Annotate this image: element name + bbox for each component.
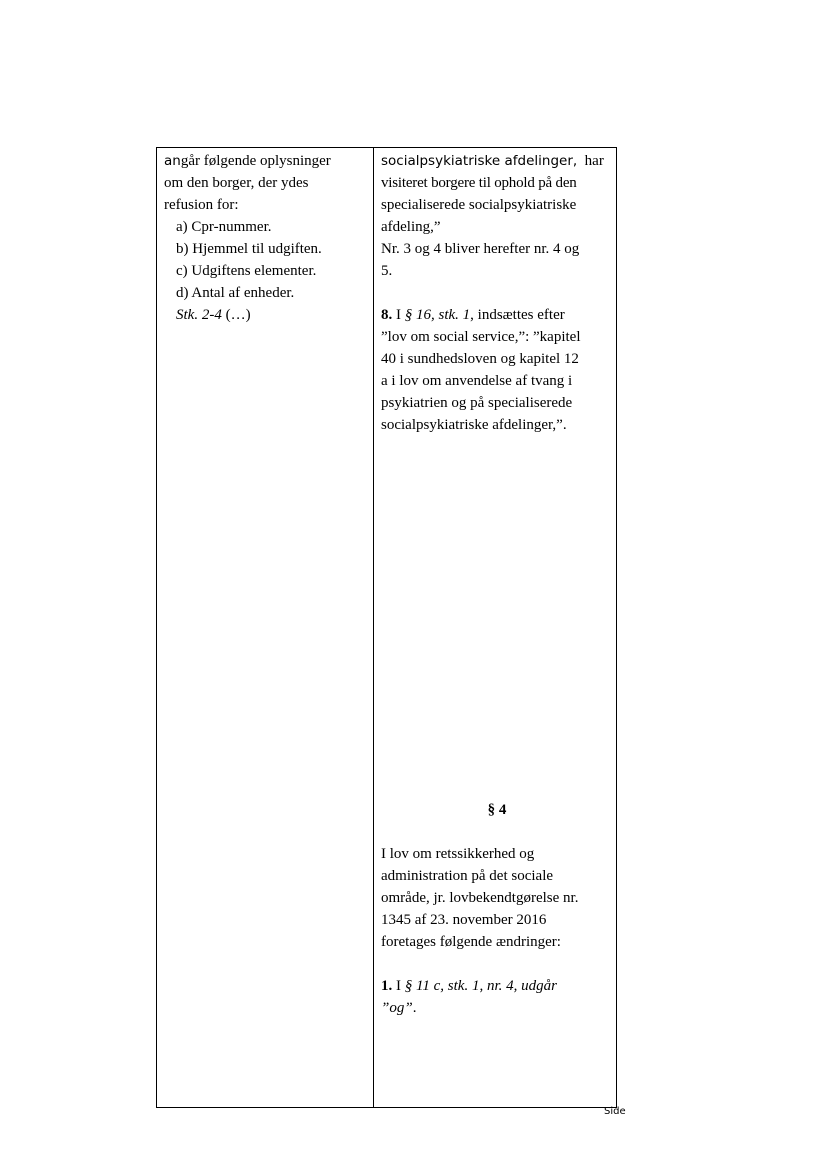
amendment-8-line-1: 8. I § 16, stk. 1, indsættes efter [381, 307, 565, 323]
left-line-1: angår følgende oplysninger [164, 153, 331, 169]
list-item-d: d) Antal af enheder. [176, 285, 295, 301]
law-line-3: område, jr. lovbekendtgørelse nr. [381, 890, 579, 906]
column-divider [373, 148, 374, 1107]
amendment-1 [381, 975, 613, 1019]
page-footer-label: Side [604, 1106, 626, 1117]
amendment-8-line-4: a i lov om anvendelse af tvang i [381, 373, 573, 389]
right-line-4: afdeling,” [381, 219, 441, 235]
right-line-1: socialpsykiatriske afdelinger, har [381, 153, 604, 169]
section-title: § 4 [487, 802, 507, 818]
legislation-table [156, 147, 617, 1108]
law-line-5: foretages følgende ændringer: [381, 934, 561, 950]
list-item-a: a) Cpr-nummer. [176, 219, 272, 235]
stk-reference: Stk. 2-4 (…) [176, 307, 251, 323]
amendment-column [381, 150, 613, 436]
amendment-8-line-5: psykiatrien og på specialiserede [381, 395, 573, 411]
amendment-8-line-2: ”lov om social service,”: ”kapitel [381, 329, 581, 345]
left-line-3: refusion for: [164, 197, 239, 213]
current-law-column [164, 150, 364, 326]
amendment-1-line-2: ”og”. [381, 1000, 417, 1016]
list-item-c: c) Udgiftens elementer. [176, 263, 317, 279]
right-line-6: 5. [381, 263, 393, 279]
right-line-2: visiteret borgere til ophold på den [381, 175, 577, 191]
amendment-8-line-6: socialpsykiatriske afdelinger,”. [381, 417, 567, 433]
law-line-4: 1345 af 23. november 2016 [381, 912, 547, 928]
right-line-5: Nr. 3 og 4 bliver herefter nr. 4 og [381, 241, 580, 257]
law-intro [381, 843, 613, 953]
law-line-1: I lov om retssikkerhed og [381, 846, 535, 862]
list-item-b: b) Hjemmel til udgiften. [176, 241, 322, 257]
right-line-3: specialiserede socialpsykiatriske [381, 197, 577, 213]
law-line-2: administration på det sociale [381, 868, 554, 884]
left-line-2: om den borger, der ydes [164, 175, 309, 191]
amendment-1-line-1: 1. I § 11 c, stk. 1, nr. 4, udgår [381, 978, 557, 994]
amendment-8-line-3: 40 i sundhedsloven og kapitel 12 [381, 351, 579, 367]
amendment-8 [381, 304, 613, 436]
